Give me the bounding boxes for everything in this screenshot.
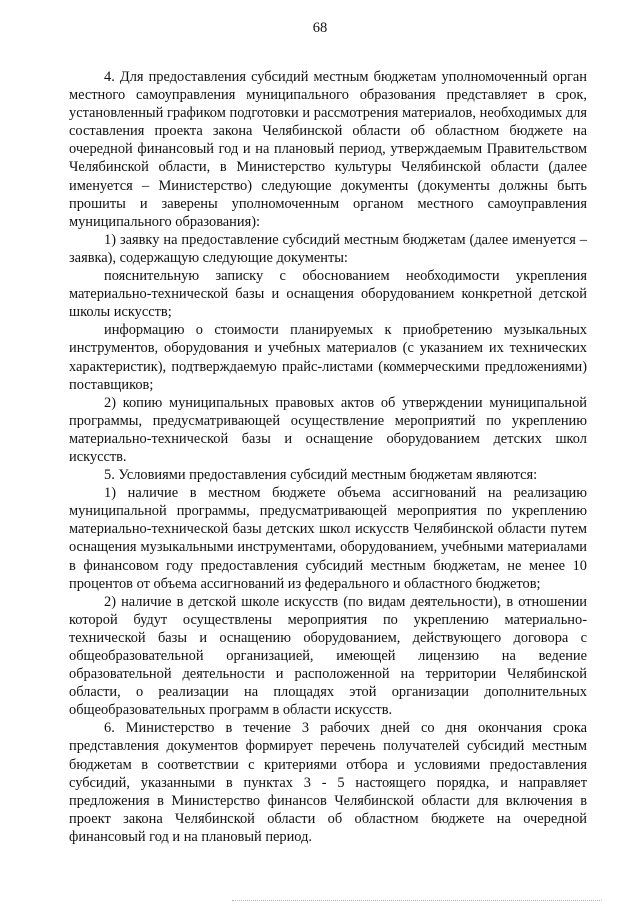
paragraph-cost-information: информацию о стоимости планируемых к приобретению музыкальных инструментов, оборудования и учебных материалов (с указанием их технических характеристик), подтверждаемую прайс-листами (коммерческими предложениями) поставщиков; xyxy=(69,322,587,393)
scan-edge-line xyxy=(232,900,602,901)
paragraph-explanatory-note: пояснительную записку с обоснованием необходимости укрепления материально-технической базы и оснащения оборудованием конкретной детской школы искусств; xyxy=(69,268,587,321)
paragraph-item-5: 5. Условиями предоставления субсидий местным бюджетам являются: xyxy=(104,467,538,484)
paragraph-subitem-5-1: 1) наличие в местном бюджете объема ассигнований на реализацию муниципальной программы, предусматривающей мероприятия по укреплению материально-технической базы детских школ искусств Челябинской области путем оснащения музыкальными инструментами, оборудованием, учебными материалами в финансовом году предоставления субсидий местным бюджетам, не менее 10 процентов от объема ассигнований из федерального и областного бюджетов; xyxy=(69,485,587,592)
paragraph-subitem-5-2: 2) наличие в детской школе искусств (по видам деятельности), в отношении которой будут осуществлены мероприятия по укреплению материально-технической базы и оснащению оборудованием, действующего договора с общеобразовательной организацией, имеющей лицензию на ведение образовательной деятельности и расположенной на территории Челябинской области, о реализации на площадях этой организации дополнительных общеобразовательных программ в области искусств. xyxy=(69,593,587,719)
paragraph-item-6: 6. Министерство в течение 3 рабочих дней со дня окончания срока представления документов формирует перечень получателей субсидий местным бюджетам в соответствии с критериями отбора и условиями предоставления субсидий, указанными в пунктах 3 - 5 настоящего порядка, и направляет предложения в Министерство финансов Челябинской области для включения в проект закона Челябинской области об областном бюджете на очередной финансовый год и на плановый период. xyxy=(69,720,587,845)
paragraph-subitem-4-2: 2) копию муниципальных правовых актов об утверждении муниципальной программы, предусматривающей осуществление мероприятий по укреплению материально-технической базы и оснащение оборудованием детских школ искусств. xyxy=(69,394,587,465)
page-number: 68 xyxy=(312,20,328,36)
paragraph-subitem-4-1: 1) заявку на предоставление субсидий местным бюджетам (далее именуется – заявка), содержащую следующие документы: xyxy=(69,231,587,266)
document-body xyxy=(69,68,587,846)
paragraph-item-4: 4. Для предоставления субсидий местным бюджетам уполномоченный орган местного самоуправления муниципального образования представляет в срок, установленный графиком подготовки и рассмотрения материалов, необходимых для составления проекта закона Челябинской области об областном бюджете на очередной финансовый год и на плановый период, утверждаемым Правительством Челябинской области, в Министерство культуры Челябинской области (далее именуется – Министерство) следующие документы (документы должны быть прошиты и заверены уполномоченным органом местного самоуправления муниципального образования): xyxy=(69,69,587,230)
